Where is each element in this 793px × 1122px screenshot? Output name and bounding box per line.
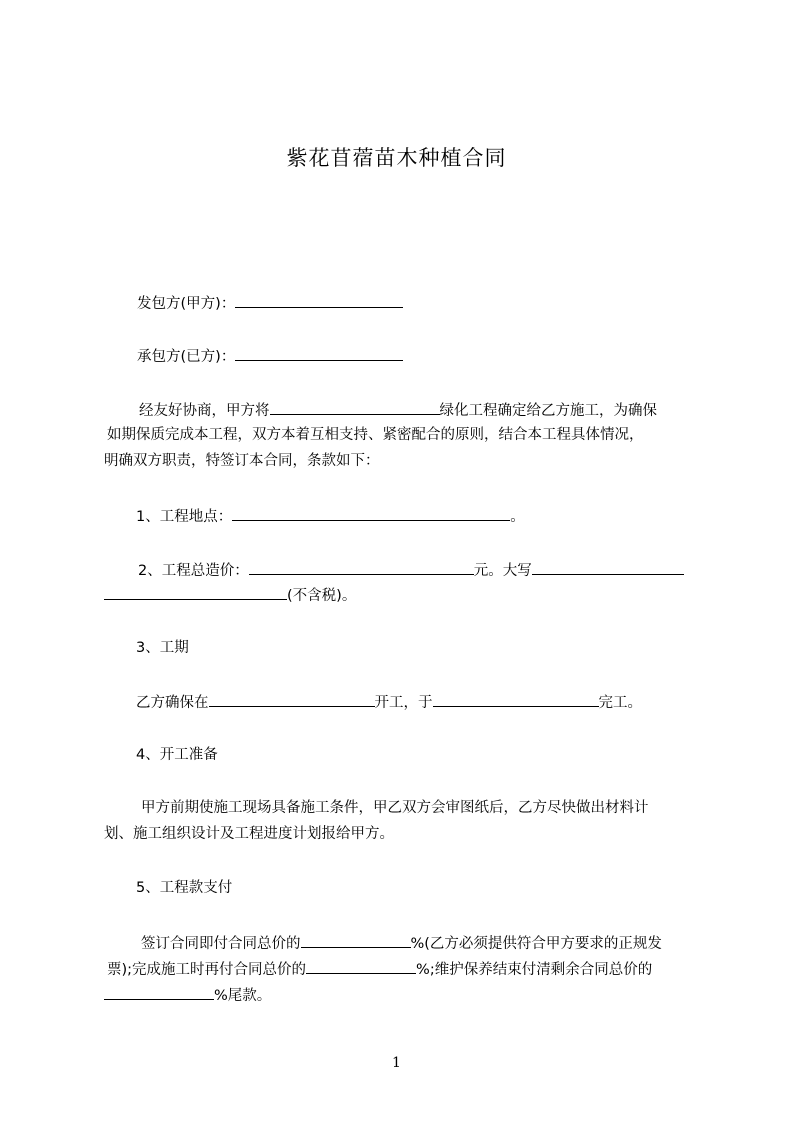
item5-l1-pre: 签订合同即付合同总价的 (141, 936, 301, 952)
price-blank (249, 559, 474, 575)
item3-line (136, 691, 642, 713)
start-date-blank (209, 691, 375, 707)
page-number: 1 (392, 1055, 401, 1071)
item5-heading: 5、工程款支付 (136, 880, 233, 896)
item4-line-1: 甲方前期使施工现场具备施工条件，甲乙双方会审图纸后，乙方尽快做出材料计 (141, 800, 649, 816)
intro-line-2: 如期保质完成本工程，双方本着互相支持、紧密配合的原则，结合本工程具体情况， (107, 427, 644, 443)
advance-percent-blank (301, 932, 411, 948)
item3-mid: 开工，于 (374, 695, 433, 711)
item3-heading: 3、工期 (136, 640, 189, 656)
completion-percent-blank (306, 958, 416, 974)
party-b-line (137, 345, 403, 367)
price-words-blank-1 (532, 559, 684, 575)
item4-line-2: 划、施工组织设计及工程进度计划报给甲方。 (104, 826, 394, 842)
item5-line-2 (107, 958, 652, 980)
intro-line-1 (139, 399, 657, 421)
item2-label: 2、工程总造价： (138, 563, 249, 579)
item3-end: 完工。 (598, 695, 642, 711)
item4-heading: 4、开工准备 (136, 747, 218, 763)
item5-l2-pre: 票);完成施工时再付合同总价的 (107, 962, 307, 978)
item1-line (136, 505, 525, 527)
document-title: 紫花苜蓿苗木种植合同 (286, 146, 507, 170)
intro-line-3: 明确双方职责，特签订本合同，条款如下： (104, 453, 380, 469)
party-b-blank (235, 345, 403, 361)
item1-end: 。 (510, 509, 525, 525)
item1-label: 1、工程地点： (136, 509, 233, 525)
item5-l1-post: %(乙方必须提供符合甲方要求的正规发 (410, 936, 662, 952)
end-date-blank (433, 691, 599, 707)
item2-line-1 (138, 559, 684, 581)
item2-end: (不含税)。 (287, 588, 357, 604)
item5-line-3 (104, 984, 271, 1006)
item5-line-1 (141, 932, 662, 954)
price-words-blank-2 (104, 584, 287, 600)
item5-l2-post: %;维护保养结束付清剩余合同总价的 (416, 962, 653, 978)
item5-l3-post: %尾款。 (214, 988, 272, 1004)
item2-line-2 (104, 584, 356, 606)
party-a-line (137, 292, 403, 314)
party-a-label: 发包方(甲方)： (137, 296, 236, 312)
party-a-blank (235, 292, 403, 308)
project-name-blank (270, 399, 440, 415)
final-percent-blank (104, 984, 214, 1000)
intro-pre: 经友好协商，甲方将 (139, 403, 270, 419)
location-blank (232, 505, 510, 521)
party-b-label: 承包方(已方)： (137, 349, 236, 365)
item2-mid: 元。大写 (473, 563, 532, 579)
item3-pre: 乙方确保在 (136, 695, 209, 711)
intro-post: 绿化工程确定给乙方施工，为确保 (439, 403, 657, 419)
